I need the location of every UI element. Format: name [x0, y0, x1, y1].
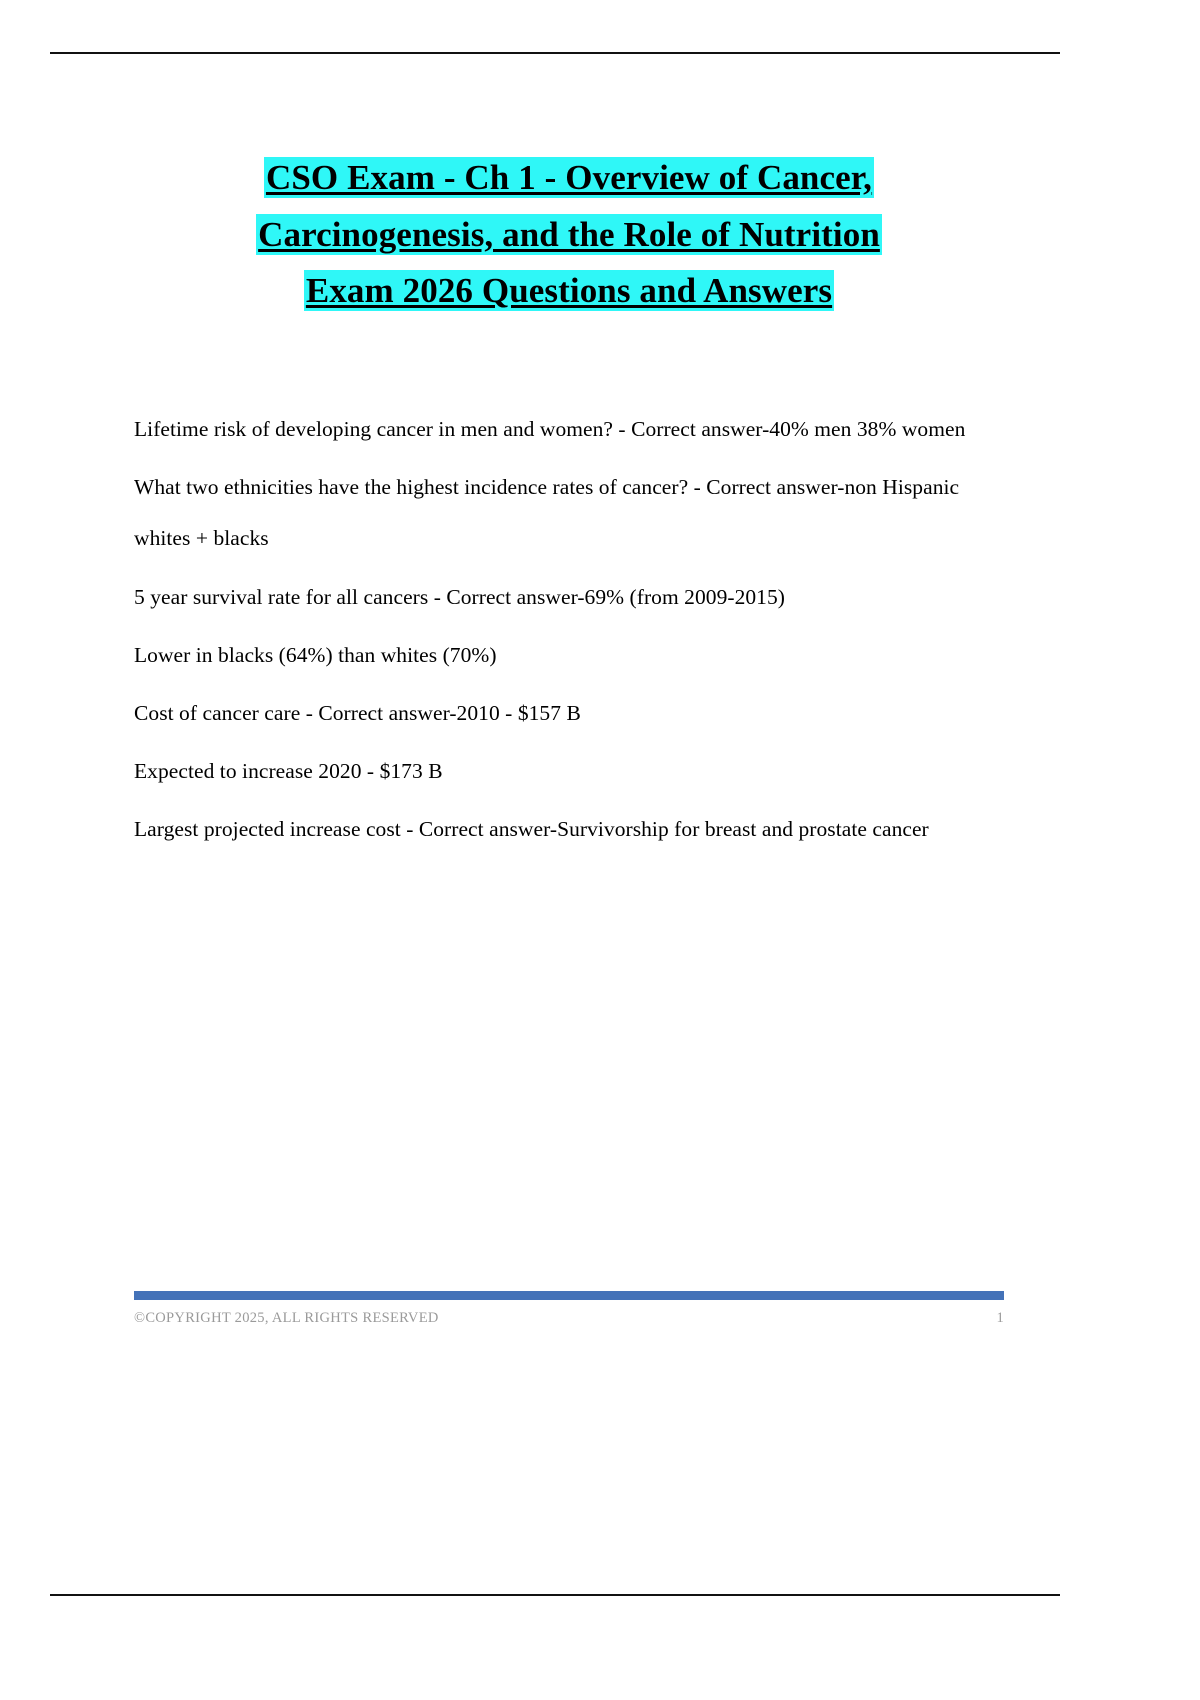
page-number: 1 [996, 1310, 1004, 1326]
qa-body [134, 404, 1004, 855]
title-line-2: Carcinogenesis, and the Role of Nutrition [258, 214, 880, 254]
qa-paragraph: 5 year survival rate for all cancers - Correct answer-69% (from 2009-2015) [134, 584, 785, 609]
copyright-notice: ©COPYRIGHT 2025, ALL RIGHTS RESERVED [134, 1310, 439, 1326]
qa-paragraph: Largest projected increase cost - Correct answer-Survivorship for breast and prostate cancer [134, 817, 929, 842]
qa-paragraph: Expected to increase 2020 - $173 B [134, 759, 443, 783]
page-title [134, 150, 1004, 320]
qa-paragraph: Lifetime risk of developing cancer in men and women? - Correct answer-40% men 38% women [134, 417, 966, 442]
title-line-3: Exam 2026 Questions and Answers [305, 271, 833, 311]
page-footer [134, 1310, 1004, 1327]
footer-divider-bar [134, 1291, 1004, 1300]
qa-paragraph: What two ethnicities have the highest incidence rates of cancer? - Correct answer-non Hispanic whites + blacks [134, 475, 960, 551]
header-rule [50, 52, 1060, 54]
title-line-1: CSO Exam - Ch 1 - Overview of Cancer, [265, 158, 873, 197]
qa-paragraph: Cost of cancer care - Correct answer-2010 - $157 B [134, 700, 581, 725]
qa-paragraph: Lower in blacks (64%) than whites (70%) [134, 642, 497, 667]
footer-rule [50, 1594, 1060, 1596]
document-content [134, 150, 1004, 862]
